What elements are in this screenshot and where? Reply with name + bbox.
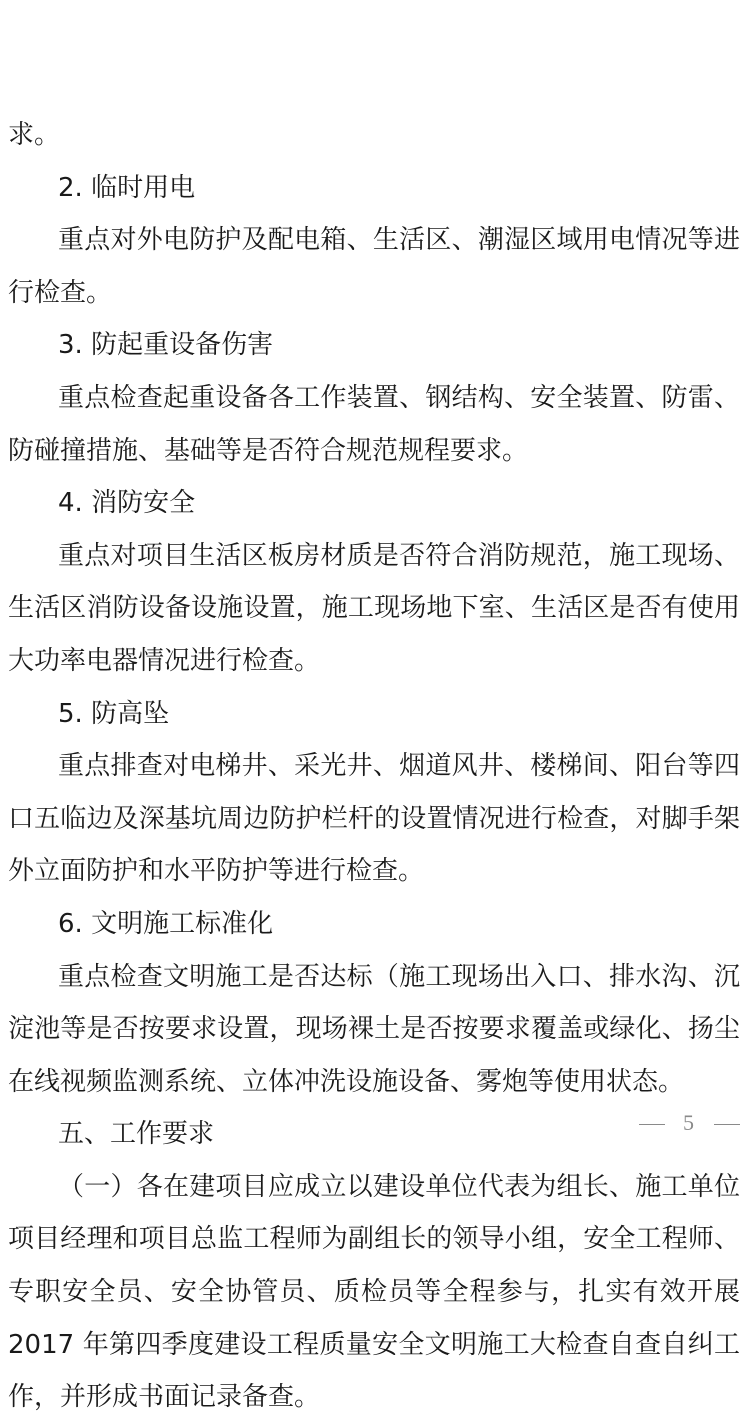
text-line: 大功率电器情况进行检查。 bbox=[8, 645, 321, 676]
section-heading: 五、工作要求 bbox=[58, 1119, 215, 1150]
text-line: 重点对外电防护及配电箱、生活区、潮湿区域用电情况等进 bbox=[58, 225, 740, 256]
text-line: 外立面防护和水平防护等进行检查。 bbox=[8, 856, 425, 887]
text-line: 重点检查起重设备各工作装置、钢结构、安全装置、防雷、 bbox=[58, 382, 740, 413]
section-heading: 5. 防高坠 bbox=[58, 698, 170, 729]
text-line: 在线视频监测系统、立体冲洗设施设备、雾炮等使用状态。 bbox=[8, 1066, 685, 1097]
text-line: 2017 年第四季度建设工程质量安全文明施工大检查自查自纠工 bbox=[8, 1329, 740, 1360]
text-line: 防碰撞措施、基础等是否符合规范规程要求。 bbox=[8, 435, 529, 466]
text-line: 重点对项目生活区板房材质是否符合消防规范，施工现场、 bbox=[58, 540, 740, 571]
section-heading: 2. 临时用电 bbox=[58, 172, 196, 203]
section-heading: 3. 防起重设备伤害 bbox=[58, 330, 274, 361]
text-line: 淀池等是否按要求设置，现场裸土是否按要求覆盖或绿化、扬尘 bbox=[8, 1014, 740, 1045]
text-line: 生活区消防设备设施设置，施工现场地下室、生活区是否有使用 bbox=[8, 593, 740, 624]
text-line: 项目经理和项目总监工程师为副组长的领导小组，安全工程师、 bbox=[8, 1224, 740, 1255]
footer-dash-right bbox=[714, 1124, 740, 1125]
text-line: 重点检查文明施工是否达标（施工现场出入口、排水沟、沉 bbox=[58, 961, 740, 992]
section-heading: 4. 消防安全 bbox=[58, 488, 196, 519]
document-body bbox=[0, 109, 750, 1424]
text-line: （一）各在建项目应成立以建设单位代表为组长、施工单位 bbox=[58, 1171, 740, 1202]
text-line: 重点排查对电梯井、采光井、烟道风井、楼梯间、阳台等四 bbox=[58, 751, 740, 782]
footer-dash-left bbox=[639, 1124, 665, 1125]
text-line: 作，并形成书面记录备查。 bbox=[8, 1382, 321, 1413]
page-footer bbox=[639, 1110, 740, 1136]
section-heading: 6. 文明施工标准化 bbox=[58, 908, 274, 939]
text-line: 求。 bbox=[8, 120, 61, 150]
text-line: 专职安全员、安全协管员、质检员等全程参与，扎实有效开展 bbox=[8, 1277, 740, 1308]
text-line: 行检查。 bbox=[8, 277, 113, 308]
page-number: 5 bbox=[683, 1110, 696, 1135]
text-line: 口五临边及深基坑周边防护栏杆的设置情况进行检查，对脚手架 bbox=[8, 803, 740, 834]
